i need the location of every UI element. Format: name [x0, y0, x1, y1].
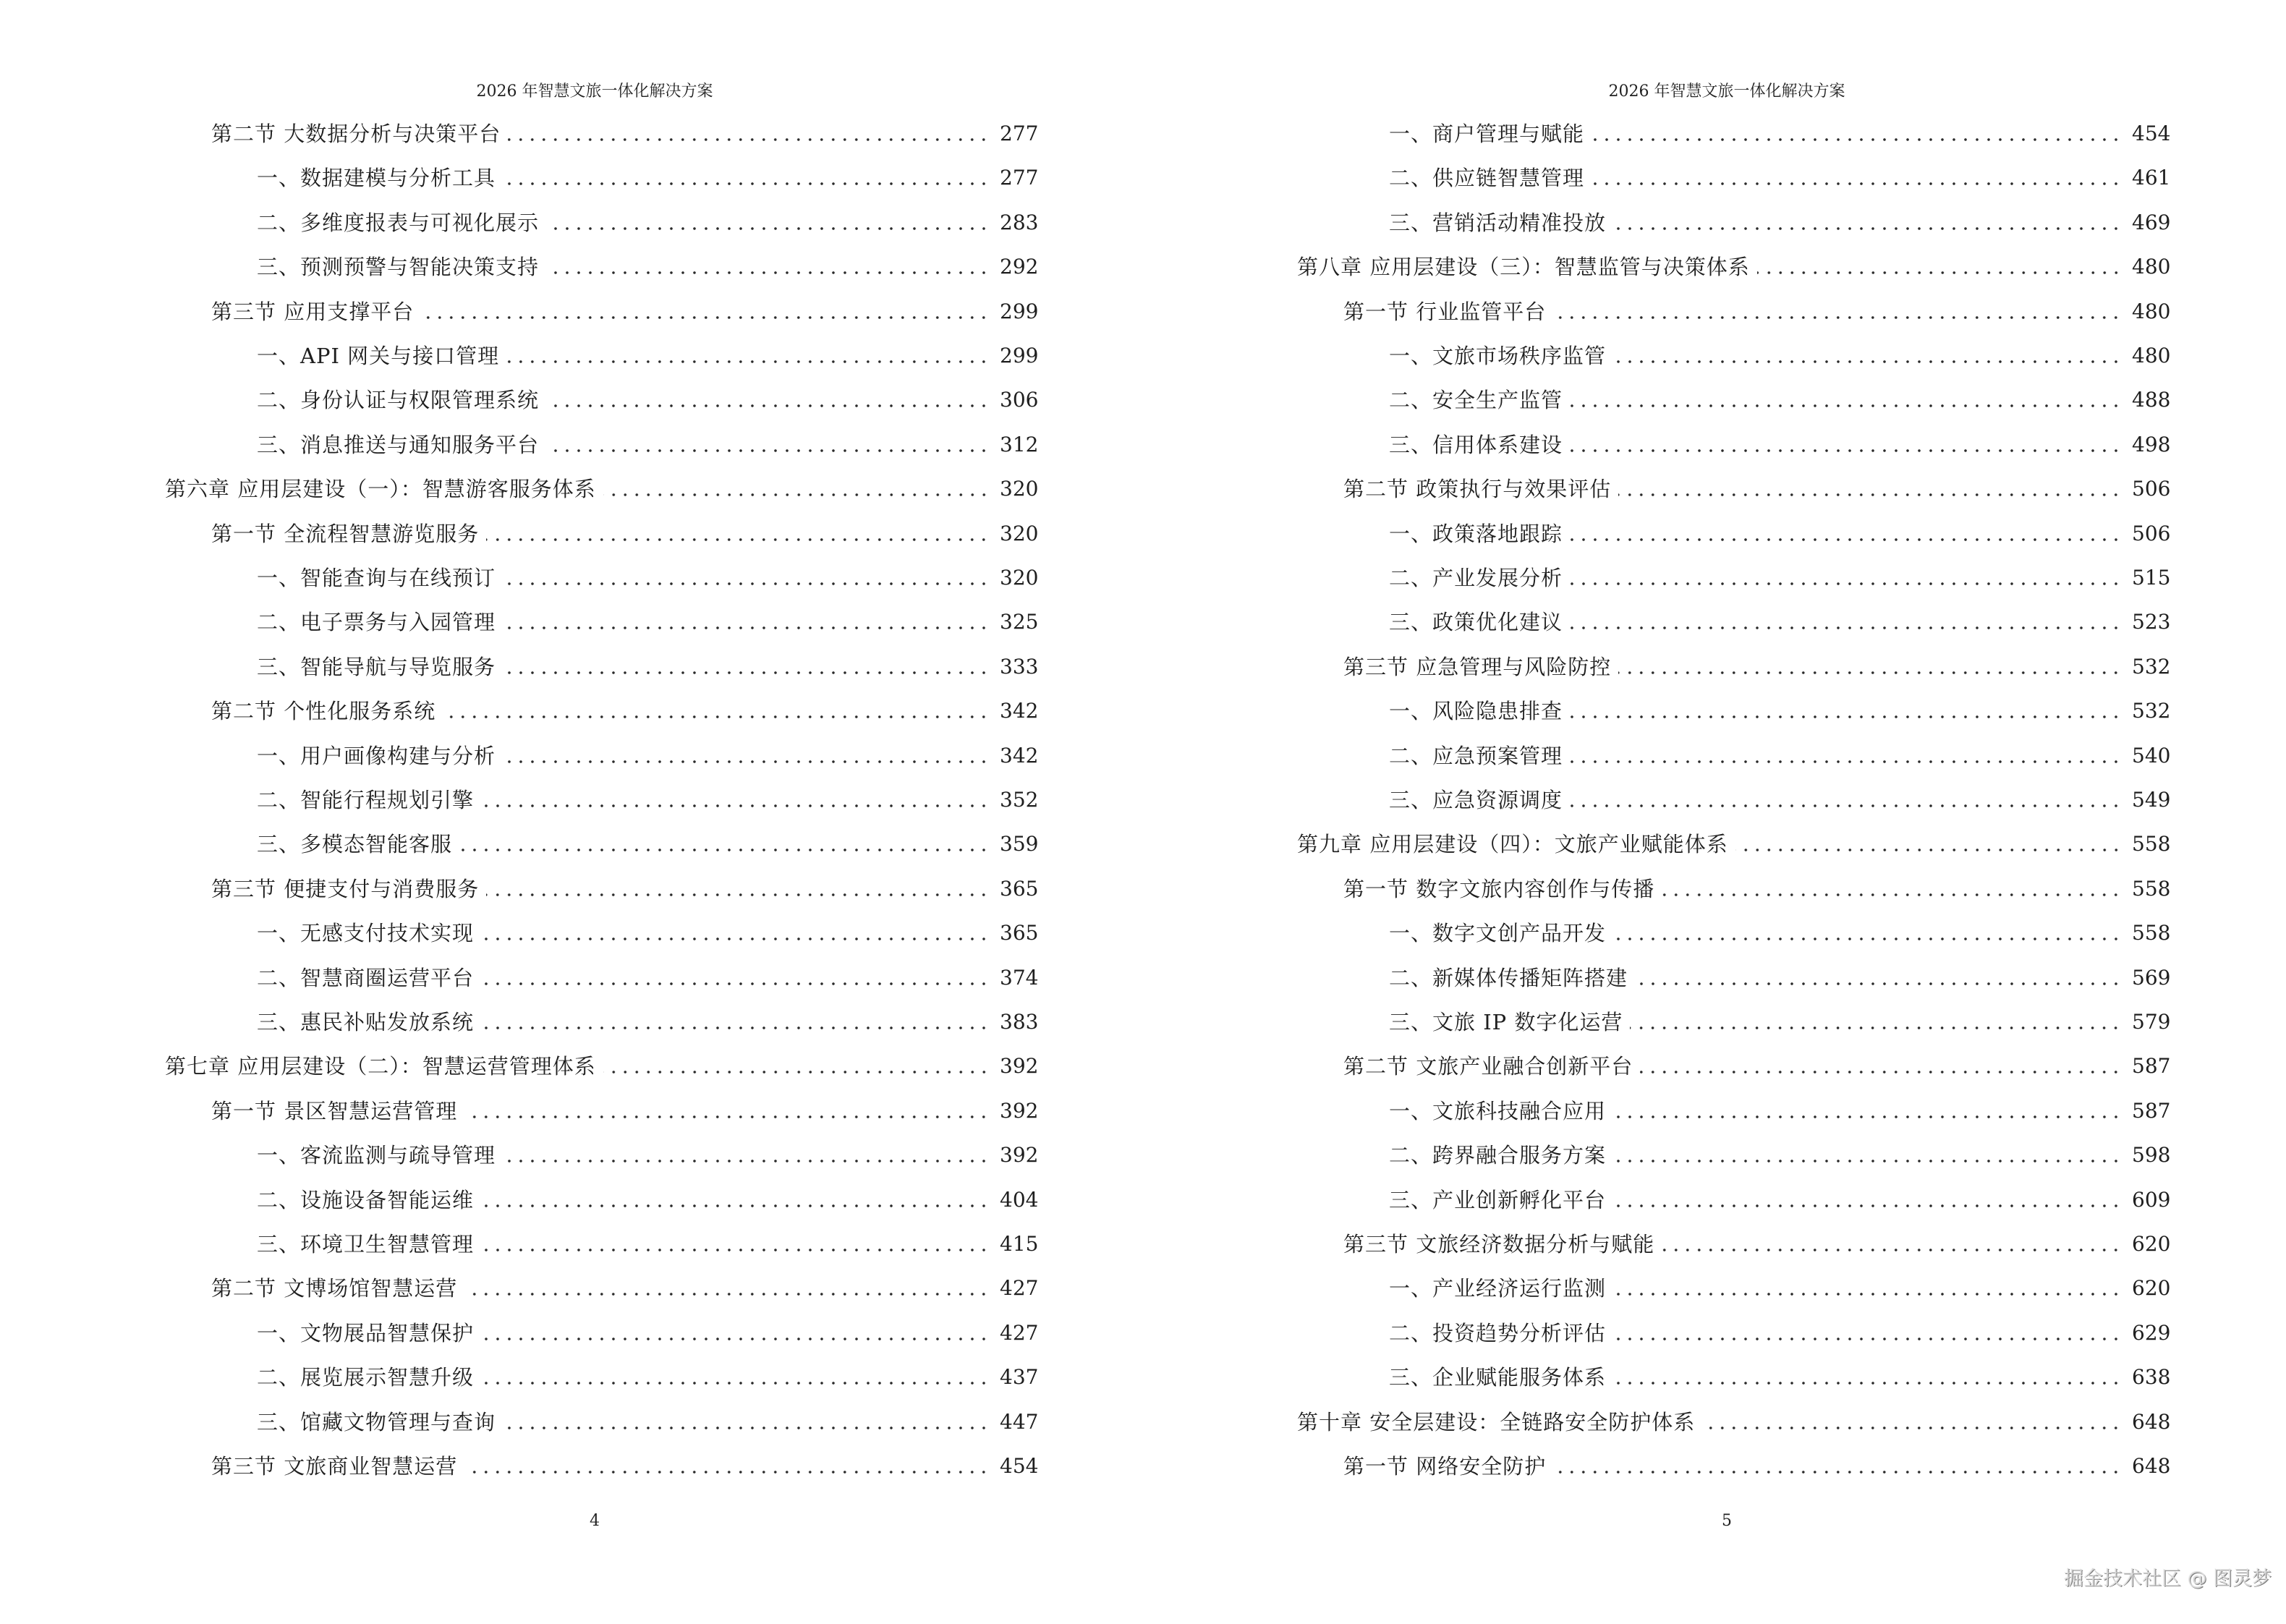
dot-leader: [546, 449, 990, 452]
toc-entry-page-number: 532: [2132, 654, 2171, 679]
toc-subsection-entry[interactable]: [1389, 1311, 2171, 1356]
toc-entry-page-number: 558: [2132, 876, 2171, 901]
dot-leader: [1618, 493, 2122, 496]
toc-entry-title: 三、多模态智能客服: [257, 832, 453, 857]
dot-leader: [1613, 1338, 2122, 1340]
toc-subsection-entry[interactable]: [257, 600, 1039, 645]
dot-leader: [1613, 1293, 2122, 1296]
dot-leader: [1613, 1382, 2122, 1385]
toc-entry-title: 第三节 文旅经济数据分析与赋能: [1343, 1232, 1655, 1257]
right-page: [1132, 0, 2261, 1624]
toc-subsection-entry[interactable]: [257, 422, 1039, 467]
dot-leader: [1735, 849, 2122, 851]
dot-leader: [508, 138, 990, 141]
toc-entry-page-number: 638: [2132, 1365, 2171, 1390]
toc-subsection-entry[interactable]: [257, 245, 1039, 289]
toc-entry-title: 三、企业赋能服务体系: [1389, 1365, 1607, 1390]
toc-entry-page-number: 320: [1000, 566, 1039, 590]
page-number: 4: [590, 1512, 600, 1530]
dot-leader: [506, 360, 990, 363]
toc-entry-page-number: 404: [1000, 1187, 1039, 1212]
toc-entry-page-number: 447: [1000, 1409, 1039, 1434]
toc-entry-page-number: 427: [1000, 1276, 1039, 1301]
toc-entry-title: 一、客流监测与疏导管理: [257, 1143, 496, 1168]
toc-subsection-entry[interactable]: [257, 156, 1039, 200]
toc-entry-title: 一、API 网关与接口管理: [257, 344, 500, 368]
toc-subsection-entry[interactable]: [1389, 156, 2171, 200]
dot-leader: [1553, 316, 2122, 319]
dot-leader: [503, 182, 990, 185]
dot-leader: [481, 1249, 990, 1251]
toc-entry-page-number: 620: [2132, 1232, 2171, 1256]
toc-entry-title: 二、安全生产监管: [1389, 388, 1563, 413]
toc-entry-title: 一、产业经济运行监测: [1389, 1276, 1607, 1301]
toc-entry-title: 三、环境卫生智慧管理: [257, 1232, 475, 1257]
toc-entry-page-number: 480: [2132, 299, 2171, 323]
dot-leader: [1630, 1026, 2122, 1029]
toc-entry-title: 三、惠民补贴发放系统: [257, 1010, 475, 1034]
watermark: 掘金技术社区 @ 图灵梦: [2064, 1568, 2272, 1590]
toc-entry-page-number: 392: [1000, 1098, 1039, 1123]
toc-entry-title: 一、数字文创产品开发: [1389, 921, 1607, 946]
toc-entry-page-number: 320: [1000, 477, 1039, 501]
toc-entry-page-number: 454: [1000, 1454, 1039, 1478]
dot-leader: [1570, 582, 2122, 585]
toc-entry-title: 第二节 个性化服务系统: [211, 699, 436, 724]
toc-entry-title: 第一节 数字文旅内容创作与传播: [1343, 876, 1655, 901]
dot-leader: [503, 1160, 990, 1162]
toc-section-entry[interactable]: [1343, 867, 2171, 911]
toc-entry-title: 二、多维度报表与可视化展示: [257, 210, 540, 235]
toc-subsection-entry[interactable]: [257, 1133, 1039, 1178]
toc-subsection-entry[interactable]: [1389, 600, 2171, 645]
toc-section-entry[interactable]: [1343, 467, 2171, 511]
dot-leader: [546, 404, 990, 407]
toc-entry-title: 第三节 应用支撑平台: [211, 299, 415, 324]
dot-leader: [481, 938, 990, 940]
toc-entry-page-number: 461: [2132, 166, 2171, 190]
toc-entry-title: 二、供应链智慧管理: [1389, 166, 1585, 191]
dot-leader: [443, 715, 990, 718]
toc-subsection-entry[interactable]: [1389, 422, 2171, 467]
toc-entry-title: 第三节 便捷支付与消费服务: [211, 876, 480, 901]
toc-section-entry[interactable]: [211, 867, 1039, 911]
toc-entry-page-number: 579: [2132, 1010, 2171, 1034]
toc-entry-title: 第三节 文旅商业智慧运营: [211, 1454, 458, 1479]
toc-entry-page-number: 598: [2132, 1143, 2171, 1168]
dot-leader: [503, 582, 990, 585]
toc-entry-title: 一、数据建模与分析工具: [257, 166, 496, 191]
toc-entry-page-number: 648: [2132, 1454, 2171, 1478]
dot-leader: [1640, 1071, 2122, 1074]
toc-section-entry[interactable]: [211, 1444, 1039, 1489]
toc-entry-title: 三、应急资源调度: [1389, 788, 1563, 812]
toc-section-entry[interactable]: [1343, 645, 2171, 689]
toc-entry-page-number: 342: [1000, 699, 1039, 723]
toc-entry-title: 第二节 文旅产业融合创新平台: [1343, 1054, 1633, 1079]
toc-entry-page-number: 299: [1000, 299, 1039, 323]
toc-entry-page-number: 587: [2132, 1098, 2171, 1123]
toc-subsection-entry[interactable]: [257, 778, 1039, 822]
toc-entry-title: 三、信用体系建设: [1389, 432, 1563, 457]
toc-entry-page-number: 352: [1000, 788, 1039, 812]
toc-entry-title: 一、文旅科技融合应用: [1389, 1098, 1607, 1123]
toc-subsection-entry[interactable]: [257, 556, 1039, 600]
toc-entry-title: 第八章 应用层建设（三）：智慧监管与决策体系: [1297, 255, 1750, 280]
toc-entry-title: 一、文旅市场秩序监管: [1389, 344, 1607, 368]
dot-leader: [464, 1293, 990, 1296]
toc-entry-title: 三、智能导航与导览服务: [257, 654, 496, 679]
toc-entry-page-number: 342: [1000, 743, 1039, 768]
dot-leader: [481, 1382, 990, 1385]
toc-subsection-entry[interactable]: [257, 1400, 1039, 1445]
toc-entry-page-number: 629: [2132, 1320, 2171, 1345]
toc-entry-title: 第二节 大数据分析与决策平台: [211, 122, 501, 146]
toc-chapter-entry[interactable]: [1297, 245, 2171, 289]
toc-entry-page-number: 383: [1000, 1010, 1039, 1034]
dot-leader: [603, 1071, 990, 1074]
toc-entry-page-number: 609: [2132, 1187, 2171, 1212]
toc-entry-page-number: 540: [2132, 743, 2171, 768]
dot-leader: [1757, 271, 2122, 274]
toc-section-entry[interactable]: [211, 1089, 1039, 1134]
toc-entry-page-number: 515: [2132, 566, 2171, 590]
toc-entry-title: 二、应急预案管理: [1389, 743, 1563, 768]
dot-leader: [1592, 182, 2122, 185]
toc-entry-title: 三、馆藏文物管理与查询: [257, 1409, 496, 1434]
toc-entry-title: 三、预测预警与智能决策支持: [257, 255, 540, 280]
dot-leader: [546, 227, 990, 230]
toc-entry-title: 第一节 景区智慧运营管理: [211, 1098, 458, 1123]
toc-section-entry[interactable]: [1343, 1044, 2171, 1089]
toc-entry-title: 二、智慧商圈运营平台: [257, 965, 475, 990]
dot-leader: [503, 760, 990, 763]
toc-section-entry[interactable]: [1343, 289, 2171, 334]
toc-entry-page-number: 498: [2132, 432, 2171, 456]
toc-entry-title: 第二节 政策执行与效果评估: [1343, 477, 1612, 502]
toc-subsection-entry[interactable]: [1389, 1089, 2171, 1134]
toc-section-entry[interactable]: [1343, 1444, 2171, 1489]
toc-entry-title: 一、智能查询与在线预订: [257, 566, 496, 590]
dot-leader: [1613, 938, 2122, 940]
dot-leader: [503, 1427, 990, 1429]
toc-subsection-entry[interactable]: [1389, 1133, 2171, 1178]
dot-leader: [1570, 404, 2122, 407]
dot-leader: [1613, 360, 2122, 363]
dot-leader: [486, 893, 990, 896]
toc-chapter-entry[interactable]: [165, 467, 1039, 511]
toc-entry-title: 一、用户画像构建与分析: [257, 743, 496, 768]
dot-leader: [481, 982, 990, 985]
toc-entry-page-number: 299: [1000, 344, 1039, 367]
dot-leader: [1613, 1160, 2122, 1162]
toc-entry-title: 二、智能行程规划引擎: [257, 788, 475, 812]
toc-section-entry[interactable]: [211, 511, 1039, 556]
toc-section-entry[interactable]: [211, 1266, 1039, 1311]
toc-chapter-entry[interactable]: [165, 1044, 1039, 1089]
toc-entry-title: 三、产业创新孵化平台: [1389, 1187, 1607, 1212]
toc-entry-page-number: 277: [1000, 122, 1039, 145]
toc-entry-page-number: 480: [2132, 255, 2171, 279]
dot-leader: [1570, 804, 2122, 807]
toc-subsection-entry[interactable]: [1389, 911, 2171, 956]
toc-entry-title: 第一节 行业监管平台: [1343, 299, 1547, 324]
toc-subsection-entry[interactable]: [257, 378, 1039, 422]
toc-subsection-entry[interactable]: [1389, 1266, 2171, 1311]
toc-subsection-entry[interactable]: [257, 1222, 1039, 1267]
dot-leader: [1570, 538, 2122, 541]
toc-subsection-entry[interactable]: [257, 956, 1039, 1000]
toc-entry-title: 二、新媒体传播矩阵搭建: [1389, 965, 1628, 990]
toc-subsection-entry[interactable]: [257, 1311, 1039, 1356]
toc-entry-page-number: 277: [1000, 166, 1039, 190]
toc-subsection-entry[interactable]: [1389, 1000, 2171, 1045]
dot-leader: [503, 626, 990, 629]
toc-subsection-entry[interactable]: [1389, 111, 2171, 156]
toc-entry-page-number: 392: [1000, 1143, 1039, 1168]
toc-entry-title: 第一节 全流程智慧游览服务: [211, 521, 480, 546]
toc-subsection-entry[interactable]: [257, 333, 1039, 378]
toc-entry-title: 第七章 应用层建设（二）：智慧运营管理体系: [165, 1054, 596, 1079]
toc-entry-title: 三、政策优化建议: [1389, 610, 1563, 635]
toc-subsection-entry[interactable]: [257, 1355, 1039, 1400]
toc-section-entry[interactable]: [1343, 1222, 2171, 1267]
toc-entry-title: 二、投资趋势分析评估: [1389, 1320, 1607, 1345]
toc-entry-page-number: 558: [2132, 921, 2171, 945]
toc-entry-page-number: 333: [1000, 654, 1039, 679]
toc-entry-title: 二、电子票务与入园管理: [257, 610, 496, 635]
toc-section-entry[interactable]: [211, 289, 1039, 334]
page-header: 2026 年智慧文旅一体化解决方案: [476, 82, 713, 101]
page-header: 2026 年智慧文旅一体化解决方案: [1608, 82, 1845, 101]
toc-entry-page-number: 506: [2132, 477, 2171, 501]
toc-chapter-entry[interactable]: [1297, 1400, 2171, 1445]
toc-entry-title: 三、消息推送与通知服务平台: [257, 432, 540, 457]
dot-leader: [1662, 893, 2122, 896]
toc-entry-page-number: 365: [1000, 921, 1039, 945]
toc-entry-title: 二、跨界融合服务方案: [1389, 1143, 1607, 1168]
toc-entry-page-number: 587: [2132, 1054, 2171, 1079]
toc-entry-page-number: 437: [1000, 1365, 1039, 1390]
dot-leader: [1570, 626, 2122, 629]
toc-subsection-entry[interactable]: [257, 822, 1039, 867]
left-page: [0, 0, 1129, 1624]
dot-leader: [603, 493, 990, 496]
dot-leader: [464, 1115, 990, 1118]
toc-subsection-entry[interactable]: [257, 645, 1039, 689]
dot-leader: [503, 671, 990, 674]
dot-leader: [1570, 449, 2122, 452]
dot-leader: [481, 1338, 990, 1340]
toc-entry-page-number: 306: [1000, 388, 1039, 412]
toc-entry-title: 第六章 应用层建设（一）：智慧游客服务体系: [165, 477, 596, 502]
toc-entry-page-number: 454: [2132, 122, 2171, 145]
toc-entry-page-number: 620: [2132, 1276, 2171, 1301]
toc-entry-title: 一、无感支付技术实现: [257, 921, 475, 946]
toc-entry-page-number: 359: [1000, 832, 1039, 856]
toc-entry-page-number: 469: [2132, 210, 2171, 234]
dot-leader: [1613, 227, 2122, 230]
dot-leader: [1662, 1249, 2122, 1251]
dot-leader: [1570, 715, 2122, 718]
toc-entry-title: 第一节 网络安全防护: [1343, 1454, 1547, 1479]
toc-entry-page-number: 312: [1000, 432, 1039, 456]
toc-entry-page-number: 392: [1000, 1054, 1039, 1079]
toc-chapter-entry[interactable]: [1297, 822, 2171, 867]
toc-subsection-entry[interactable]: [257, 911, 1039, 956]
toc-subsection-entry[interactable]: [1389, 689, 2171, 734]
toc-entry-title: 第九章 应用层建设（四）：文旅产业赋能体系: [1297, 832, 1728, 857]
toc-entry-page-number: 283: [1000, 210, 1039, 234]
dot-leader: [1570, 760, 2122, 763]
dot-leader: [1613, 1115, 2122, 1118]
toc-subsection-entry[interactable]: [1389, 200, 2171, 245]
toc-entry-page-number: 320: [1000, 521, 1039, 545]
toc-entry-page-number: 532: [2132, 699, 2171, 723]
toc-entry-page-number: 325: [1000, 610, 1039, 634]
dot-leader: [1635, 982, 2122, 985]
toc-subsection-entry[interactable]: [1389, 378, 2171, 422]
dot-leader: [421, 316, 990, 319]
toc-entry-page-number: 549: [2132, 788, 2171, 812]
toc-subsection-entry[interactable]: [1389, 956, 2171, 1000]
dot-leader: [481, 804, 990, 807]
toc-entry-page-number: 506: [2132, 521, 2171, 545]
toc-entry-page-number: 415: [1000, 1232, 1039, 1256]
toc-subsection-entry[interactable]: [257, 1000, 1039, 1045]
toc-entry-page-number: 648: [2132, 1409, 2171, 1434]
dot-leader: [1618, 671, 2122, 674]
toc-subsection-entry[interactable]: [1389, 1355, 2171, 1400]
toc-entry-page-number: 427: [1000, 1320, 1039, 1345]
toc-subsection-entry[interactable]: [1389, 734, 2171, 778]
toc-entry-title: 三、营销活动精准投放: [1389, 210, 1607, 235]
page-number: 5: [1722, 1512, 1732, 1530]
toc-entry-page-number: 374: [1000, 965, 1039, 990]
dot-leader: [459, 849, 990, 851]
toc-entry-title: 二、产业发展分析: [1389, 566, 1563, 590]
toc-section-entry[interactable]: [211, 689, 1039, 734]
toc-subsection-entry[interactable]: [1389, 1178, 2171, 1223]
toc-entry-page-number: 480: [2132, 344, 2171, 367]
toc-entry-page-number: 488: [2132, 388, 2171, 412]
toc-subsection-entry[interactable]: [1389, 778, 2171, 822]
toc-subsection-entry[interactable]: [1389, 511, 2171, 556]
dot-leader: [481, 1026, 990, 1029]
dot-leader: [1613, 1204, 2122, 1207]
toc-entry-title: 二、展览展示智慧升级: [257, 1365, 475, 1390]
toc-entry-title: 一、风险隐患排查: [1389, 699, 1563, 724]
toc-subsection-entry[interactable]: [1389, 556, 2171, 600]
dot-leader: [1553, 1471, 2122, 1474]
toc-entry-title: 二、设施设备智能运维: [257, 1187, 475, 1212]
toc-entry-title: 第十章 安全层建设：全链路安全防护体系: [1297, 1409, 1696, 1434]
toc-entry-title: 三、文旅 IP 数字化运营: [1389, 1010, 1623, 1034]
toc-entry-title: 一、政策落地跟踪: [1389, 521, 1563, 546]
toc-subsection-entry[interactable]: [257, 1178, 1039, 1223]
toc-entry-page-number: 292: [1000, 255, 1039, 279]
toc-entry-page-number: 523: [2132, 610, 2171, 634]
toc-subsection-entry[interactable]: [1389, 333, 2171, 378]
dot-leader: [481, 1204, 990, 1207]
toc-section-entry[interactable]: [211, 111, 1039, 156]
dot-leader: [1702, 1427, 2122, 1429]
dot-leader: [546, 271, 990, 274]
toc-entry-title: 一、商户管理与赋能: [1389, 122, 1585, 146]
dot-leader: [486, 538, 990, 541]
toc-entry-title: 二、身份认证与权限管理系统: [257, 388, 540, 413]
dot-leader: [1592, 138, 2122, 141]
toc-subsection-entry[interactable]: [257, 734, 1039, 778]
toc-entry-title: 第二节 文博场馆智慧运营: [211, 1276, 458, 1301]
dot-leader: [464, 1471, 990, 1474]
toc-entry-title: 第三节 应急管理与风险防控: [1343, 654, 1612, 679]
toc-entry-page-number: 365: [1000, 876, 1039, 901]
toc-subsection-entry[interactable]: [257, 200, 1039, 245]
toc-entry-title: 一、文物展品智慧保护: [257, 1320, 475, 1345]
toc-entry-page-number: 569: [2132, 965, 2171, 990]
toc-entry-page-number: 558: [2132, 832, 2171, 856]
